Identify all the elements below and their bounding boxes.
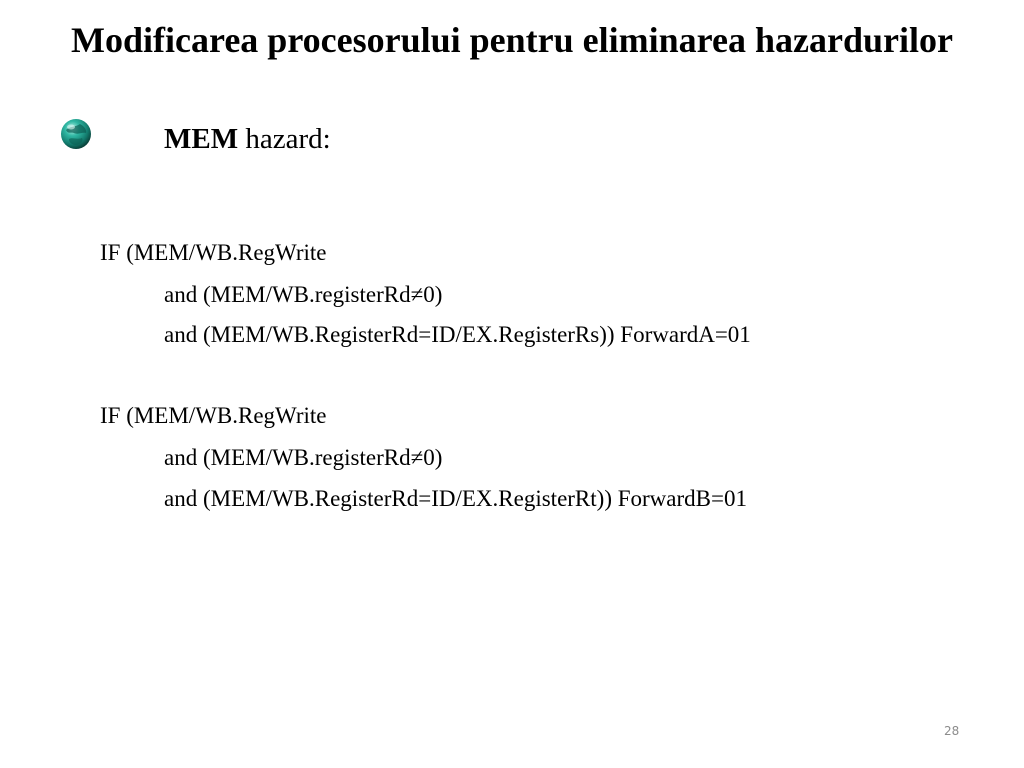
bullet-label: hazard: bbox=[238, 123, 331, 155]
slide-title: Modificarea procesorului pentru eliminarea hazardurilor bbox=[71, 20, 953, 60]
code-line-and-2b: and (MEM/WB.RegisterRd=ID/EX.RegisterRt)) ForwardB=01 bbox=[164, 486, 747, 511]
code-line-if-2: IF (MEM/WB.RegWrite bbox=[100, 403, 327, 428]
page-number: 28 bbox=[944, 724, 960, 738]
code-line-and-2a: and (MEM/WB.registerRd≠0) bbox=[164, 445, 443, 470]
code-line-and-1a: and (MEM/WB.registerRd≠0) bbox=[164, 282, 443, 307]
code-line-and-1b: and (MEM/WB.RegisterRd=ID/EX.RegisterRs)) ForwardA=01 bbox=[164, 322, 751, 347]
bullet-bold-label: MEM bbox=[164, 123, 239, 155]
code-line-if-1: IF (MEM/WB.RegWrite bbox=[100, 240, 327, 265]
bullet-heading bbox=[164, 121, 331, 157]
globe-bullet-icon bbox=[60, 118, 92, 150]
